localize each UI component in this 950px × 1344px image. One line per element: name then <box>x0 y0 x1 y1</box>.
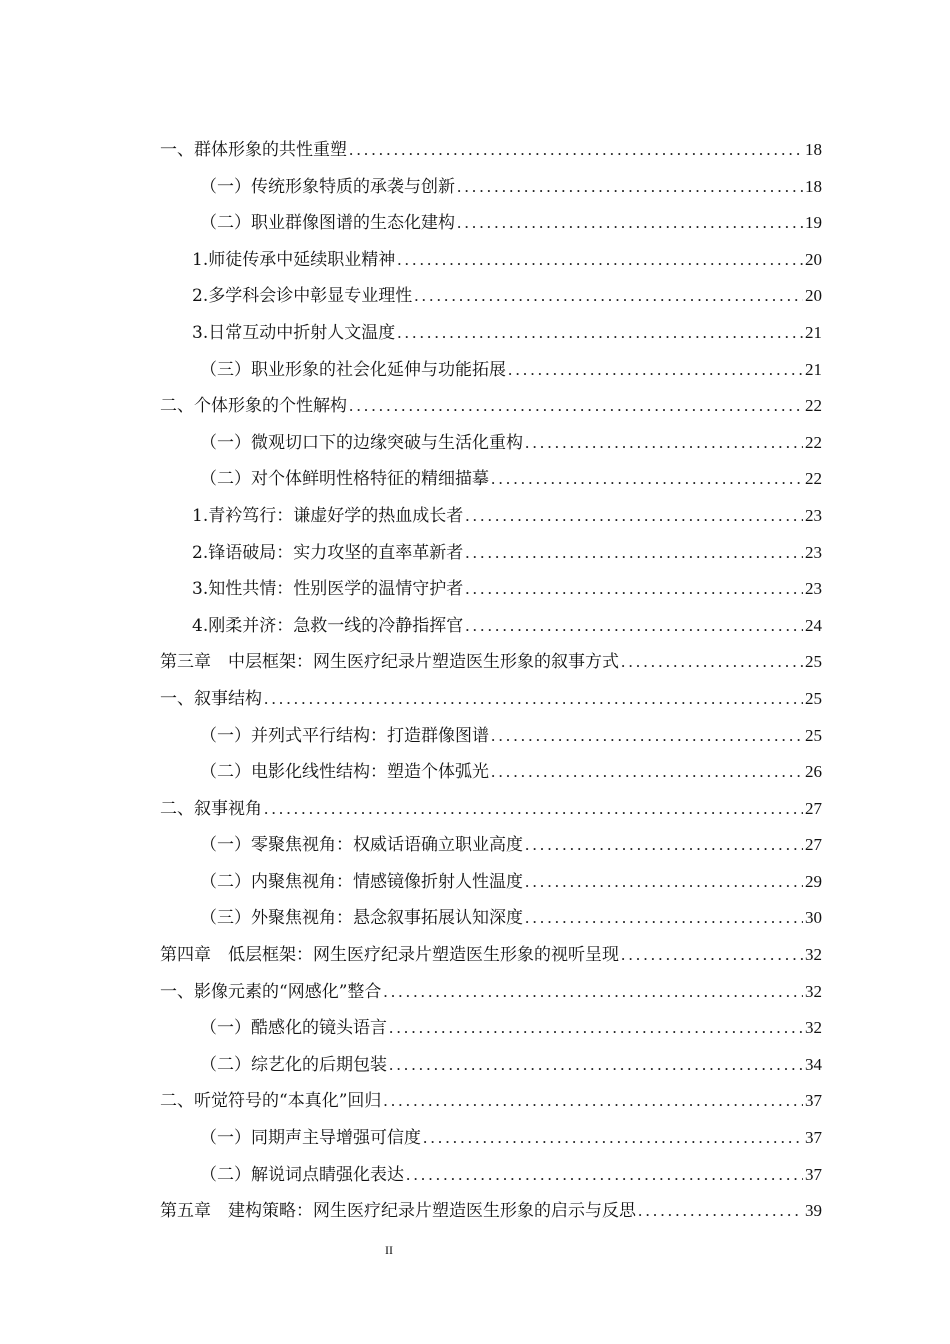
toc-entry-title: （一）酷感化的镜头语言 <box>200 1018 387 1039</box>
toc-entry-page: 24 <box>805 615 822 635</box>
toc-entry-page: 20 <box>805 249 822 269</box>
toc-entry[interactable] <box>160 242 822 279</box>
toc-entry-title: （二）综艺化的后期包装 <box>200 1054 387 1075</box>
toc-dot-leader <box>264 681 803 718</box>
toc-entry[interactable] <box>160 644 822 681</box>
toc-dot-leader <box>457 205 803 242</box>
toc-entry[interactable] <box>160 352 822 389</box>
toc-entry-page: 39 <box>805 1201 822 1221</box>
toc-entry-title: （二）解说词点睛强化表达 <box>200 1164 404 1185</box>
toc-entry-page: 32 <box>805 1018 822 1038</box>
toc-entry-title: 1.青衿笃行：谦虚好学的热血成长者 <box>192 505 464 526</box>
toc-dot-leader <box>508 352 803 389</box>
toc-entry-page: 23 <box>805 579 822 599</box>
toc-entry-page: 25 <box>805 688 822 708</box>
toc-entry-title: 二、个体形象的个性解构 <box>160 396 347 417</box>
toc-dot-leader <box>457 169 803 206</box>
toc-dot-leader <box>397 315 803 352</box>
table-of-contents <box>160 132 822 1230</box>
toc-dot-leader <box>264 791 803 828</box>
toc-entry[interactable] <box>160 1157 822 1194</box>
toc-dot-leader <box>525 864 803 901</box>
toc-entry-title: 2.多学科会诊中彰显专业理性 <box>192 286 413 307</box>
toc-entry-title: （二）内聚焦视角：情感镜像折射人性温度 <box>200 871 523 892</box>
toc-entry-title: 二、听觉符号的“本真化”回归 <box>160 1091 382 1112</box>
toc-dot-leader <box>525 425 803 462</box>
toc-dot-leader <box>638 1193 803 1230</box>
toc-dot-leader <box>491 718 803 755</box>
toc-entry[interactable] <box>160 827 822 864</box>
toc-entry[interactable] <box>160 132 822 169</box>
toc-dot-leader <box>349 132 803 169</box>
toc-entry-page: 18 <box>805 176 822 196</box>
toc-entry-title: （一）同期声主导增强可信度 <box>200 1128 421 1149</box>
toc-entry[interactable] <box>160 169 822 206</box>
toc-entry[interactable] <box>160 754 822 791</box>
toc-entry[interactable] <box>160 205 822 242</box>
toc-entry-title: 一、影像元素的“网感化”整合 <box>160 981 382 1002</box>
toc-entry-title: （一）零聚焦视角：权威话语确立职业高度 <box>200 835 523 856</box>
toc-entry-title: （二）对个体鲜明性格特征的精细描摹 <box>200 469 489 490</box>
toc-entry-page: 23 <box>805 505 822 525</box>
toc-entry-title: （二）电影化线性结构：塑造个体弧光 <box>200 762 489 783</box>
toc-entry-page: 25 <box>805 652 822 672</box>
toc-entry-title: 4.刚柔并济：急救一线的冷静指挥官 <box>192 615 464 636</box>
toc-entry-title: （一）传统形象特质的承袭与创新 <box>200 176 455 197</box>
toc-entry-title: （一）并列式平行结构：打造群像图谱 <box>200 725 489 746</box>
toc-entry-page: 22 <box>805 432 822 452</box>
toc-entry-page: 29 <box>805 871 822 891</box>
toc-entry-page: 37 <box>805 1128 822 1148</box>
toc-entry[interactable] <box>160 425 822 462</box>
toc-entry[interactable] <box>160 791 822 828</box>
toc-entry[interactable] <box>160 278 822 315</box>
toc-entry[interactable] <box>160 900 822 937</box>
toc-entry-page: 32 <box>805 945 822 965</box>
toc-dot-leader <box>423 1120 803 1157</box>
toc-entry-title: 1.师徒传承中延续职业精神 <box>192 249 396 270</box>
toc-entry-title: 2.锋语破局：实力攻坚的直率革新者 <box>192 542 464 563</box>
toc-entry-page: 25 <box>805 725 822 745</box>
toc-entry-page: 34 <box>805 1054 822 1074</box>
toc-entry-page: 26 <box>805 762 822 782</box>
toc-entry[interactable] <box>160 864 822 901</box>
toc-dot-leader <box>349 388 803 425</box>
toc-entry-page: 21 <box>805 359 822 379</box>
toc-dot-leader <box>383 974 803 1011</box>
toc-entry-page: 19 <box>805 213 822 233</box>
toc-dot-leader <box>397 242 803 279</box>
toc-entry-page: 20 <box>805 286 822 306</box>
toc-entry[interactable] <box>160 937 822 974</box>
toc-dot-leader <box>389 1010 803 1047</box>
toc-entry[interactable] <box>160 1010 822 1047</box>
toc-entry-page: 32 <box>805 981 822 1001</box>
toc-entry[interactable] <box>160 681 822 718</box>
toc-entry-title: （二）职业群像图谱的生态化建构 <box>200 213 455 234</box>
toc-entry-title: （一）微观切口下的边缘突破与生活化重构 <box>200 432 523 453</box>
toc-dot-leader <box>491 754 803 791</box>
toc-dot-leader <box>621 937 803 974</box>
toc-entry-page: 30 <box>805 908 822 928</box>
toc-entry-title: 一、群体形象的共性重塑 <box>160 140 347 160</box>
toc-entry-title: 3.日常互动中折射人文温度 <box>192 322 396 343</box>
toc-dot-leader <box>491 461 803 498</box>
toc-entry-title: 第四章 低层框架：网生医疗纪录片塑造医生形象的视听呈现 <box>160 945 619 966</box>
toc-dot-leader <box>414 278 803 315</box>
toc-entry[interactable] <box>160 498 822 535</box>
toc-entry-page: 27 <box>805 798 822 818</box>
toc-entry-title: （三）外聚焦视角：悬念叙事拓展认知深度 <box>200 908 523 929</box>
page-number: II <box>385 1243 393 1257</box>
toc-entry[interactable] <box>160 571 822 608</box>
toc-entry[interactable] <box>160 1120 822 1157</box>
toc-entry[interactable] <box>160 718 822 755</box>
toc-entry[interactable] <box>160 1083 822 1120</box>
toc-entry-title: 第三章 中层框架：网生医疗纪录片塑造医生形象的叙事方式 <box>160 652 619 673</box>
toc-entry-page: 27 <box>805 835 822 855</box>
toc-entry-page: 22 <box>805 469 822 489</box>
toc-entry-page: 23 <box>805 542 822 562</box>
toc-entry[interactable] <box>160 1047 822 1084</box>
toc-dot-leader <box>621 644 803 681</box>
toc-dot-leader <box>389 1047 803 1084</box>
toc-dot-leader <box>465 571 803 608</box>
toc-dot-leader <box>383 1083 803 1120</box>
toc-dot-leader <box>406 1157 803 1194</box>
toc-dot-leader <box>525 827 803 864</box>
toc-entry-title: （三）职业形象的社会化延伸与功能拓展 <box>200 359 506 380</box>
toc-entry[interactable] <box>160 608 822 645</box>
toc-entry[interactable] <box>160 461 822 498</box>
toc-entry-title: 二、叙事视角 <box>160 798 262 819</box>
toc-entry[interactable] <box>160 315 822 352</box>
toc-dot-leader <box>465 535 803 572</box>
toc-entry-title: 一、叙事结构 <box>160 688 262 709</box>
toc-entry-title: 3.知性共情：性别医学的温情守护者 <box>192 579 464 600</box>
toc-dot-leader <box>465 608 803 645</box>
toc-dot-leader <box>525 900 803 937</box>
toc-entry-title: 第五章 建构策略：网生医疗纪录片塑造医生形象的启示与反思 <box>160 1201 636 1222</box>
toc-entry-page: 37 <box>805 1091 822 1111</box>
toc-dot-leader <box>465 498 803 535</box>
toc-entry-page: 21 <box>805 322 822 342</box>
toc-entry[interactable] <box>160 388 822 425</box>
toc-entry-page: 18 <box>805 140 822 159</box>
toc-entry-page: 22 <box>805 396 822 416</box>
toc-entry[interactable] <box>160 1193 822 1230</box>
toc-entry-page: 37 <box>805 1164 822 1184</box>
toc-entry[interactable] <box>160 974 822 1011</box>
toc-entry[interactable] <box>160 535 822 572</box>
